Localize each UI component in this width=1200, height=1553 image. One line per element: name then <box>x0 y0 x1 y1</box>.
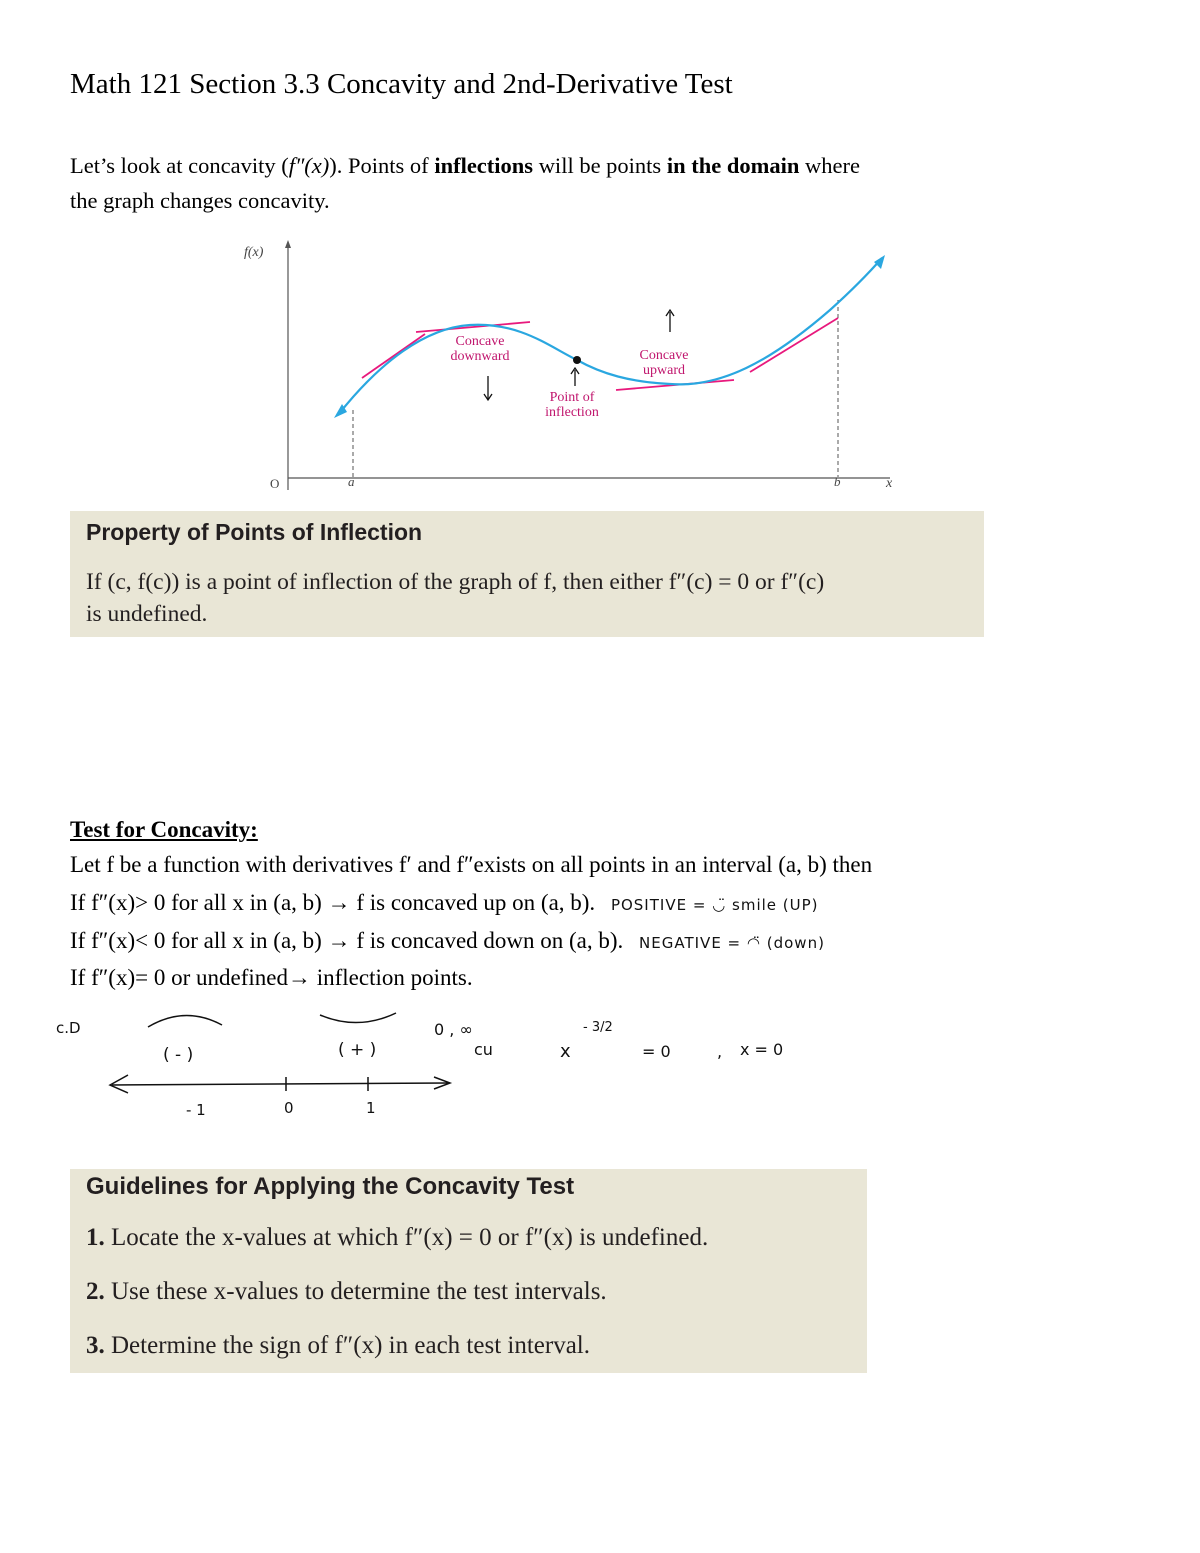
negative-note: NEGATIVE = ◠̈ (down) <box>639 934 825 952</box>
intro-bold-inflections: inflections <box>434 153 534 178</box>
hand-x-eq-zero: x = 0 <box>740 1040 784 1059</box>
test-line-3 <box>70 928 825 954</box>
hand-zero-inf: 0 , ∞ <box>434 1020 473 1039</box>
intro-text-3: will be points <box>533 153 667 178</box>
b-label: b <box>834 474 841 489</box>
curve-right-arrow-icon <box>874 255 885 269</box>
tangent-right <box>750 318 838 372</box>
page-title: Math 121 Section 3.3 Concavity and 2nd-Derivative Test <box>70 68 733 100</box>
guideline-item-2 <box>86 1278 607 1306</box>
guideline-number-2: 2. <box>86 1278 105 1305</box>
origin-label: O <box>270 476 280 491</box>
concave-down-label-2: downward <box>450 349 510 364</box>
intro-bold-domain: in the domain <box>666 153 800 178</box>
intro-line-2: the graph changes concavity. <box>70 188 330 213</box>
inflection-label-1: Point of <box>549 390 595 405</box>
positive-note: POSITIVE = ◡̈ smile (UP) <box>610 896 819 914</box>
guideline-text-1: Locate the x-values at which f″(x) = 0 or f″(x) is undefined. <box>111 1224 709 1251</box>
test-line-2 <box>70 890 819 916</box>
tangent-left <box>362 334 425 378</box>
hand-left-arrow-icon <box>110 1075 128 1093</box>
hand-smile-arc <box>320 1013 396 1023</box>
property-box-line-2: is undefined. <box>86 601 208 627</box>
hand-comma: , <box>717 1042 723 1061</box>
concavity-figure <box>230 232 910 494</box>
guideline-text-2: Use these x-values to determine the test intervals. <box>111 1278 607 1305</box>
hand-x-base: x <box>560 1041 571 1062</box>
test-line-3-text: If f″(x)< 0 for all x in (a, b) → f is concaved down on (a, b). <box>70 928 624 953</box>
concave-up-label-2: upward <box>643 363 685 378</box>
intro-text-1: Let’s look at concavity ( <box>70 153 289 178</box>
guideline-number-3: 3. <box>86 1332 105 1359</box>
intro-fpp: f″(x) <box>288 153 330 178</box>
concave-down-label-1: Concave <box>455 334 505 349</box>
guideline-number-1: 1. <box>86 1224 105 1251</box>
hand-number-line <box>112 1083 448 1085</box>
guidelines-box <box>70 1169 867 1373</box>
guideline-item-1 <box>86 1224 708 1252</box>
intro-text-2: ). Points of <box>329 153 435 178</box>
x-axis-label: x <box>886 476 893 491</box>
hand-plus: ( + ) <box>338 1040 377 1060</box>
property-box-line-1: If (c, f(c)) is a point of inflection of the graph of f, then either f″(c) = 0 or f″(c) <box>86 569 825 595</box>
intro-text-4: where <box>799 153 860 178</box>
test-heading: Test for Concavity: <box>70 817 258 842</box>
function-curve <box>338 258 882 415</box>
test-line-1: Let f be a function with derivatives f′ and f″exists on all points in an interval (a, b) then <box>70 852 873 877</box>
hand-minus: ( - ) <box>163 1045 194 1065</box>
hand-frown-arc <box>148 1015 222 1027</box>
guideline-item-3 <box>86 1332 590 1360</box>
guidelines-box-title: Guidelines for Applying the Concavity Test <box>86 1173 575 1200</box>
concave-up-label-1: Concave <box>639 348 689 363</box>
guideline-text-3: Determine the sign of f″(x) in each test interval. <box>111 1332 590 1359</box>
inflection-point-dot <box>573 356 581 364</box>
intro-paragraph <box>70 148 1140 218</box>
hand-tick-neg1: - 1 <box>186 1101 206 1119</box>
y-axis-label: f(x) <box>244 245 264 260</box>
inflection-label-2: inflection <box>545 405 599 420</box>
a-label: a <box>348 474 355 489</box>
test-line-2-text: If f″(x)> 0 for all x in (a, b) → f is concaved up on (a, b). <box>70 890 596 915</box>
handwritten-sign-chart <box>50 995 850 1130</box>
hand-tick-1: 1 <box>366 1099 376 1117</box>
property-box <box>70 511 984 637</box>
hand-cu: cu <box>474 1040 493 1059</box>
tangent-lines <box>362 318 838 390</box>
property-box-title: Property of Points of Inflection <box>86 519 423 545</box>
hand-cd: c.D <box>56 1019 81 1037</box>
y-axis-arrow-icon <box>285 240 291 248</box>
hand-tick-0: 0 <box>284 1099 294 1117</box>
hand-eq-zero: = 0 <box>642 1042 671 1061</box>
test-line-4: If f″(x)= 0 or undefined→ inflection points. <box>70 965 473 990</box>
hand-x-exp: - 3/2 <box>583 1020 613 1035</box>
